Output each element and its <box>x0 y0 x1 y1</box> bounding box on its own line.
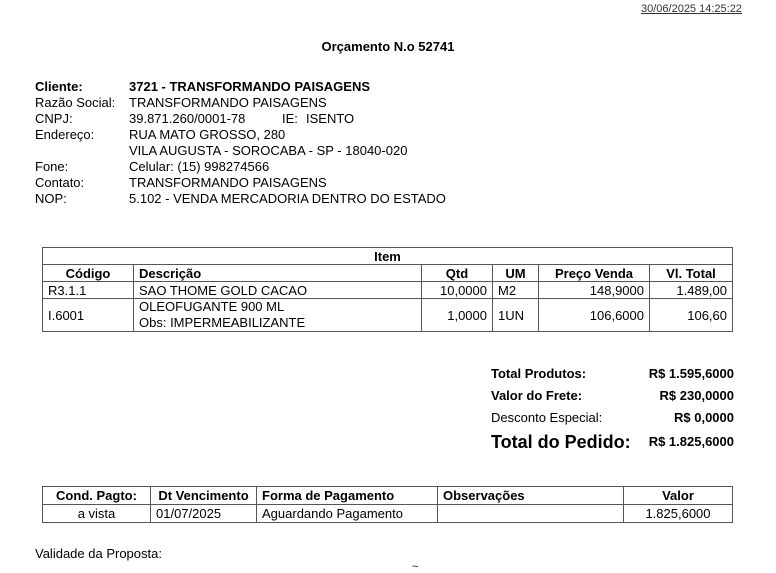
razao-value: TRANSFORMANDO PAISAGENS <box>129 95 327 110</box>
items-caption-row <box>43 248 733 265</box>
cliente-value: 3721 - TRANSFORMANDO PAISAGENS <box>129 79 371 94</box>
nop-value: 5.102 - VENDA MERCADORIA DENTRO DO ESTADO <box>129 191 446 206</box>
cell-cond: a vista <box>43 505 151 523</box>
table-row <box>43 299 733 332</box>
endereco-line2: VILA AUGUSTA - SOROCABA - SP - 18040-020 <box>129 143 408 158</box>
payment-table <box>42 486 733 523</box>
cell-total: 1.489,00 <box>650 282 733 299</box>
cell-vencimento: 01/07/2025 <box>151 505 257 523</box>
col-um: UM <box>493 265 539 282</box>
cell-qtd: 10,0000 <box>422 282 493 299</box>
validade-label: Validade da Proposta: <box>35 546 162 561</box>
cell-um: M2 <box>493 282 539 299</box>
total-produtos-label: Total Produtos: <box>491 366 587 381</box>
page-mark: ~ <box>412 561 419 573</box>
col-vencimento: Dt Vencimento <box>151 487 257 505</box>
col-descricao: Descrição <box>134 265 422 282</box>
col-total: Vl. Total <box>650 265 733 282</box>
items-table <box>42 247 733 332</box>
cell-qtd: 1,0000 <box>422 299 493 332</box>
nop-label: NOP: <box>35 191 67 206</box>
valor-frete-value: R$ 230,0000 <box>659 388 734 403</box>
cnpj-label: CNPJ: <box>35 111 73 126</box>
razao-label: Razão Social: <box>35 95 116 110</box>
fone-label: Fone: <box>35 159 69 174</box>
ie-label: IE: <box>282 111 298 126</box>
desconto-label: Desconto Especial: <box>491 410 603 425</box>
cell-preco: 106,6000 <box>539 299 650 332</box>
contato-value: TRANSFORMANDO PAISAGENS <box>129 175 327 190</box>
table-row <box>43 282 733 299</box>
endereco-label: Endereço: <box>35 127 95 142</box>
items-caption: Item <box>43 248 733 265</box>
cell-valor: 1.825,6000 <box>624 505 733 523</box>
cnpj-value: 39.871.260/0001-78 <box>129 111 246 126</box>
cell-descricao: SAO THOME GOLD CACAO <box>134 282 422 299</box>
total-pedido-value: R$ 1.825,6000 <box>648 434 734 449</box>
col-forma-pagamento: Forma de Pagamento <box>257 487 438 505</box>
cell-total: 106,60 <box>650 299 733 332</box>
total-produtos-value: R$ 1.595,6000 <box>648 366 734 381</box>
endereco-line1: RUA MATO GROSSO, 280 <box>129 127 286 142</box>
cell-codigo: I.6001 <box>43 299 134 332</box>
col-qtd: Qtd <box>422 265 493 282</box>
cell-forma: Aguardando Pagamento <box>257 505 438 523</box>
item-description: OLEOFUGANTE 900 ML <box>139 299 285 314</box>
col-cond-pagto: Cond. Pagto: <box>43 487 151 505</box>
ie-value: ISENTO <box>306 111 355 126</box>
cell-descricao <box>134 299 422 332</box>
contato-label: Contato: <box>35 175 85 190</box>
payment-header-row <box>43 487 733 505</box>
items-header-row <box>43 265 733 282</box>
fone-value: Celular: (15) 998274566 <box>129 159 270 174</box>
cell-codigo: R3.1.1 <box>43 282 134 299</box>
col-observacoes: Observações <box>438 487 624 505</box>
desconto-value: R$ 0,0000 <box>674 410 734 425</box>
table-row <box>43 505 733 523</box>
col-valor: Valor <box>624 487 733 505</box>
col-preco: Preço Venda <box>539 265 650 282</box>
total-pedido-label: Total do Pedido: <box>491 432 631 452</box>
print-timestamp: 30/06/2025 14:25:22 <box>641 3 742 15</box>
quote-title: Orçamento N.o 52741 <box>321 39 455 54</box>
cliente-label: Cliente: <box>35 79 83 94</box>
cell-um: 1UN <box>493 299 539 332</box>
cell-obs <box>438 505 624 523</box>
item-obs: Obs: IMPERMEABILIZANTE <box>139 315 306 330</box>
col-codigo: Código <box>43 265 134 282</box>
cell-preco: 148,9000 <box>539 282 650 299</box>
valor-frete-label: Valor do Frete: <box>491 388 583 403</box>
